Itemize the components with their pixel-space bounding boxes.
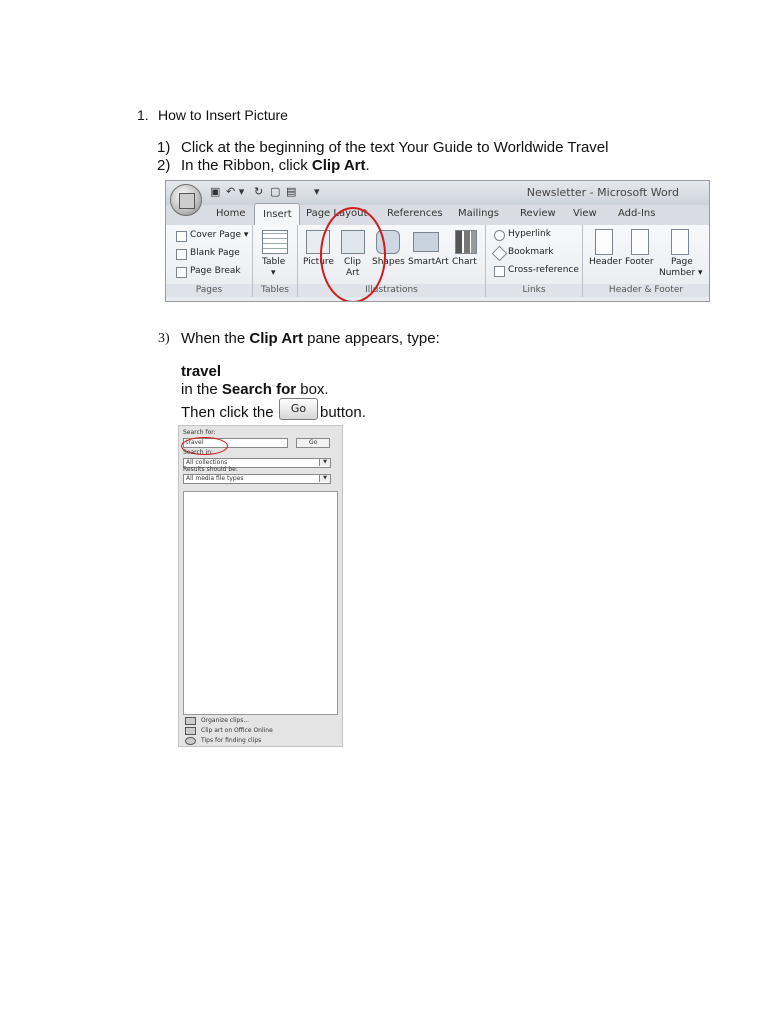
chart-icon	[455, 230, 477, 254]
bookmark-button[interactable]: Bookmark	[508, 247, 554, 257]
search-for-line: in the Search for box.	[181, 381, 329, 398]
heading-text: How to Insert Picture	[158, 107, 288, 123]
heading-number: 1.	[137, 107, 149, 123]
redo-icon: ↻	[254, 185, 264, 198]
tips-link[interactable]: Tips for finding clips	[201, 737, 262, 744]
tab-page-layout[interactable]: Page Layout	[306, 208, 368, 219]
tab-insert-label: Insert	[263, 209, 292, 220]
help-icon	[185, 737, 196, 745]
ribbon-screenshot	[165, 180, 710, 302]
blank-page-button[interactable]: Blank Page	[190, 248, 240, 258]
illustrations-group-label: Illustrations	[298, 284, 485, 297]
ribbon-groups	[166, 225, 709, 301]
header-footer-group-label: Header & Footer	[583, 284, 709, 297]
search-for-label: Search for:	[183, 429, 216, 436]
tab-home[interactable]: Home	[216, 208, 246, 219]
results-area[interactable]	[183, 491, 338, 715]
go-button-image: Go	[279, 398, 318, 420]
new-document-icon: ▢	[270, 185, 281, 198]
cover-page-button[interactable]: Cover Page ▾	[190, 230, 249, 240]
search-in-dropdown-icon: ▼	[319, 459, 330, 466]
header-icon	[595, 229, 613, 255]
table-dropdown-icon: ▾	[271, 268, 276, 278]
open-icon: ▤	[286, 185, 297, 198]
blank-page-icon	[176, 249, 187, 260]
clip-art-online-link[interactable]: Clip art on Office Online	[201, 727, 273, 734]
header-button[interactable]: Header	[589, 257, 622, 267]
results-select[interactable]	[183, 474, 331, 484]
step-2-number: 2)	[157, 157, 171, 174]
step-3-number: 3)	[158, 331, 170, 346]
smartart-icon	[413, 232, 439, 252]
cover-page-icon	[176, 231, 187, 242]
search-for-value: travel	[186, 439, 204, 446]
page-number-icon	[671, 229, 689, 255]
tables-group	[253, 225, 298, 297]
clip-art-button-line2: Art	[346, 268, 360, 278]
tab-review[interactable]: Review	[520, 208, 556, 219]
page-number-button-line2: Number ▾	[659, 268, 703, 278]
organize-clips-link[interactable]: Organize clips...	[201, 717, 250, 724]
click-line-prefix: Then click the	[181, 404, 274, 421]
clip-art-button[interactable]: Clip	[344, 257, 361, 267]
office-online-icon	[185, 727, 196, 735]
hyperlink-button[interactable]: Hyperlink	[508, 229, 551, 239]
customize-qat-icon: ▾	[314, 185, 320, 198]
pane-go-button[interactable]	[296, 438, 330, 448]
step-1-number: 1)	[157, 139, 171, 156]
cross-reference-button[interactable]: Cross-reference	[508, 265, 579, 275]
results-dropdown-icon: ▼	[319, 475, 330, 482]
footer-icon	[631, 229, 649, 255]
organize-clips-icon	[185, 717, 196, 725]
shapes-button[interactable]: Shapes	[372, 257, 405, 267]
tab-view[interactable]: View	[573, 208, 597, 219]
smartart-button[interactable]: SmartArt	[408, 257, 449, 267]
links-group-label: Links	[486, 284, 582, 297]
undo-icon: ↶ ▾	[226, 185, 245, 198]
header-footer-group	[583, 225, 709, 297]
search-term: travel	[181, 363, 222, 380]
results-label: Results should be:	[183, 466, 238, 473]
tab-references[interactable]: References	[387, 208, 443, 219]
table-button[interactable]: Table	[262, 257, 286, 267]
cross-reference-icon	[494, 266, 505, 277]
click-line-suffix: button.	[320, 404, 366, 421]
hyperlink-icon	[494, 230, 505, 241]
ribbon-tab-bar	[166, 205, 709, 225]
tab-mailings[interactable]: Mailings	[458, 208, 499, 219]
pages-group-label: Pages	[166, 284, 252, 297]
pages-group	[166, 225, 253, 297]
step-1-text: Click at the beginning of the text Your Guide to Worldwide Travel	[181, 139, 609, 156]
step-3-text: When the Clip Art pane appears, type:	[181, 330, 440, 347]
page-number-button[interactable]: Page	[671, 257, 693, 267]
office-button[interactable]	[170, 184, 202, 216]
pane-go-label: Go	[309, 439, 318, 446]
step-2-text: In the Ribbon, click Clip Art.	[181, 157, 370, 174]
table-icon	[262, 230, 288, 254]
chart-button[interactable]: Chart	[452, 257, 477, 267]
picture-button[interactable]: Picture	[303, 257, 334, 267]
bookmark-icon	[492, 246, 508, 262]
tables-group-label: Tables	[253, 284, 297, 297]
search-in-value: All collections	[186, 459, 228, 466]
clip-art-pane	[178, 425, 343, 747]
tab-insert[interactable]	[254, 203, 300, 226]
page-break-icon	[176, 267, 187, 278]
search-in-label: Search in:	[183, 449, 214, 456]
results-value: All media file types	[186, 475, 244, 482]
window-title: Newsletter - Microsoft Word	[526, 186, 679, 199]
clip-art-highlight-circle	[320, 207, 386, 302]
title-bar	[166, 181, 709, 205]
links-group	[486, 225, 583, 297]
office-logo-icon	[179, 193, 195, 209]
footer-button[interactable]: Footer	[625, 257, 654, 267]
save-icon: ▣	[210, 185, 221, 198]
page-break-button[interactable]: Page Break	[190, 266, 241, 276]
tab-add-ins[interactable]: Add-Ins	[618, 208, 656, 219]
